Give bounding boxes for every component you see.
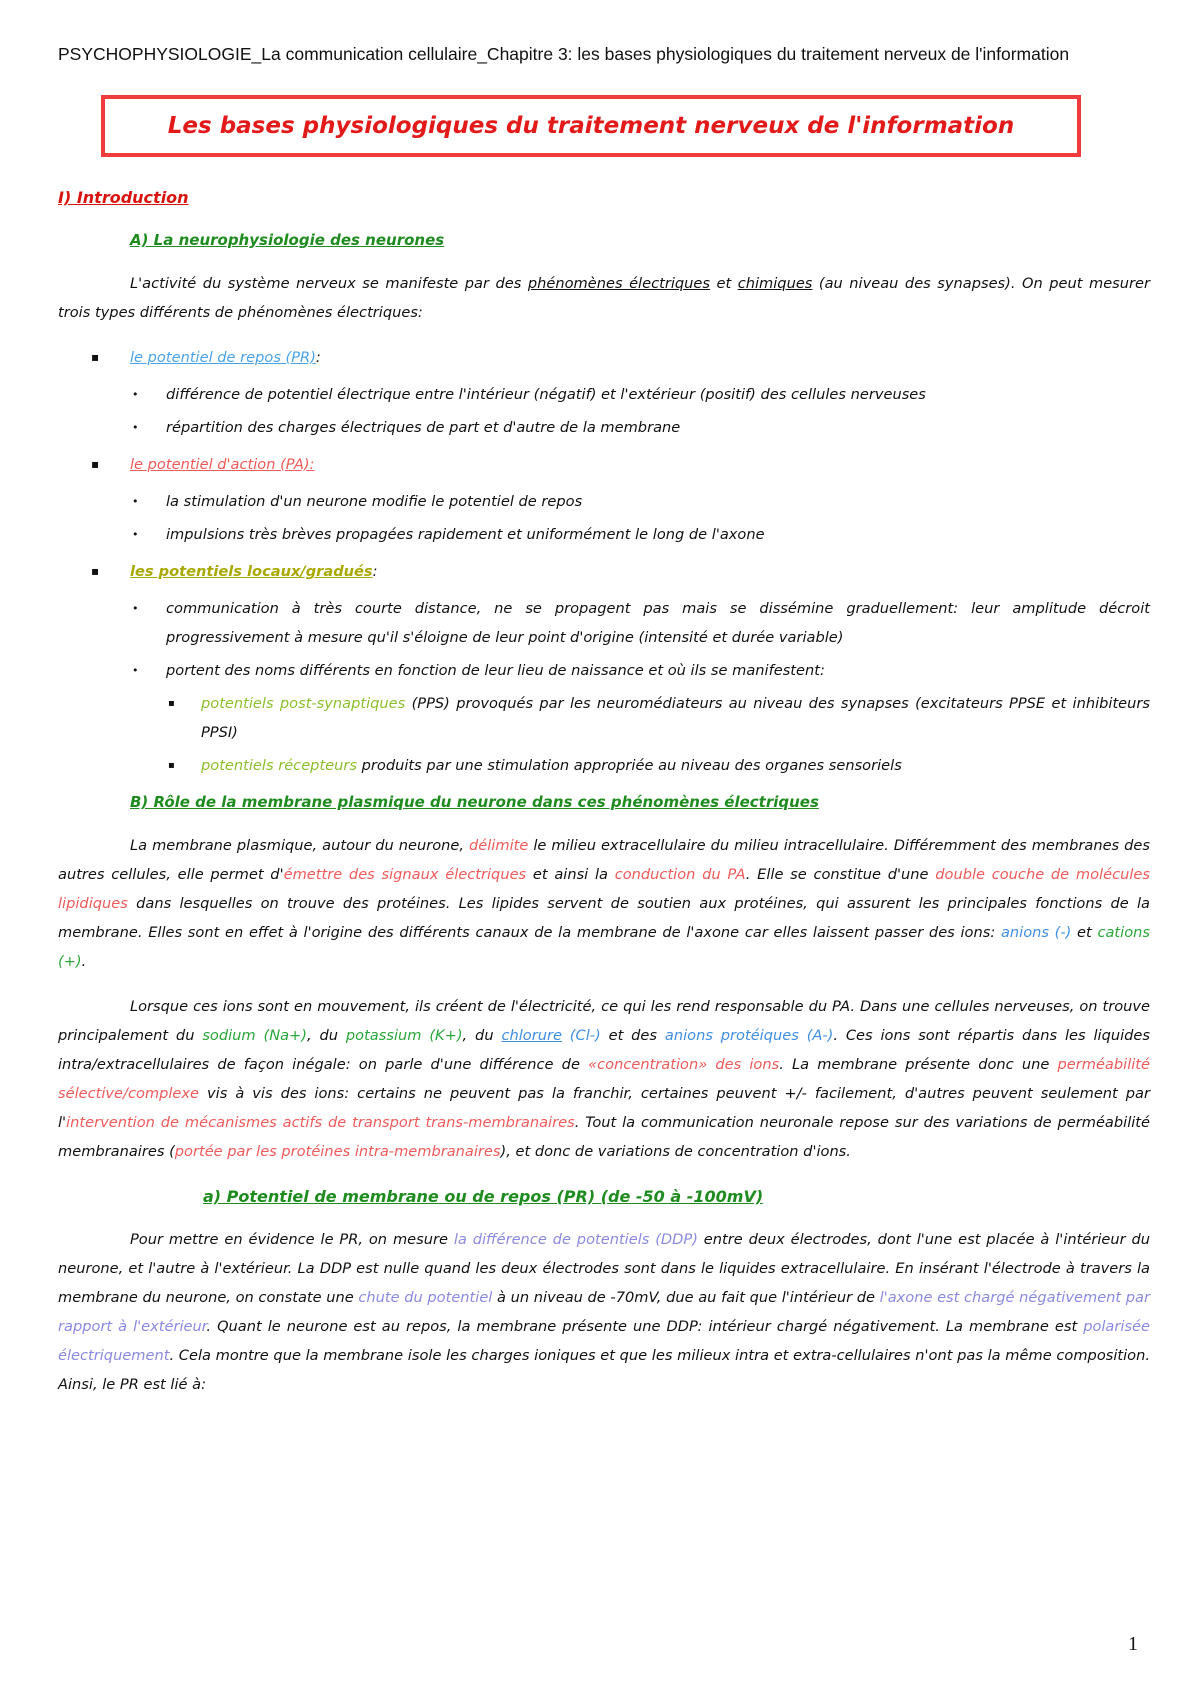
sub-list-item: ▪ potentiels récepteurs produits par une stimulation appropriée au niveau des organes sensoriels [58, 751, 1150, 780]
paragraph-potentiel-repos: Pour mettre en évidence le PR, on mesure la différence de potentiels (DDP) entre deux électrodes, dont l'une est placée à l'intérieur du neurone, et l'autre à l'extérieur. La DDP est nulle quand les deux électrodes sont dans le liquides extracellulaire. En insérant l'électrode à travers la membrane du neurone, on constate une chute du potentiel à un niveau de -70mV, due au fait que l'intérieur de l'axone est chargé négativement par rapport à l'extérieur. Quant le neurone est au repos, la membrane présente une DDP: intérieur chargé négativement. La membrane est polarisée électriquement. Cela montre que la membrane isole les charges ioniques et que les milieux intra et extra-cellulaires n'ont pas la même composition. Ainsi, le PR est lié à: [58, 1231, 1151, 1393]
list-potentiel-action [58, 450, 1150, 549]
page-number: 1 [1128, 1633, 1138, 1655]
list-item: • impulsions très brèves propagées rapidement et uniformément le long de l'axone [58, 520, 1150, 549]
paragraph-membrane-2: Lorsque ces ions sont en mouvement, ils créent de l'électricité, ce qui les rend responsable du PA. Dans une cellules nerveuses, on trouve principalement du sodium (Na+), du potassium (K+), du chlorure (Cl-) et des anions protéiques (A-). Ces ions sont répartis dans les liquides intra/extracellulaires de façon inégale: on parle d'une différence de «concentration» des ions. La membrane présente donc une perméabilité sélective/complexe vis à vis des ions: certains ne peuvent pas la franchir, certaines peuvent +/- facilement, d'autres peuvent seulement par l'intervention de mécanismes actifs de transport trans-membranaires. Tout la communication neuronale repose sur des variations de perméabilité membranaires (portée par les protéines intra-membranaires), et donc de variations de concentration d'ions. [58, 998, 1151, 1160]
paragraph-membrane-1: La membrane plasmique, autour du neurone, délimite le milieu extracellulaire du milieu intracellulaire. Différemment des membranes des autres cellules, elle permet d'émettre des signaux électriques et ainsi la conduction du PA. Elle se constitue d'une double couche de molécules lipidiques dans lesquelles on trouve des protéines. Les lipides servent de soutien aux protéines, qui assurent les principales fonctions de la membrane. Elles sont en effet à l'origine des différents canaux de la membrane de l'axone car elles laissent passer des ions: anions (-) et cations (+). [58, 837, 1150, 970]
paragraph-neurophysiologie: L'activité du système nerveux se manifeste par des phénomènes électriques et chimiques (au niveau des synapses). On peut mesurer trois types différents de phénomènes électriques: [58, 275, 1150, 321]
list-potentiel-repos [58, 343, 1150, 442]
subsection-heading-neurophysiologie: A) La neurophysiologie des neurones [130, 231, 445, 249]
title-box [101, 95, 1081, 157]
subsection-heading-membrane: B) Rôle de la membrane plasmique du neurone dans ces phénomènes électriques [130, 793, 819, 811]
list-potentiels-locaux [58, 557, 1150, 780]
list-item-pl-label: ▪ les potentiels locaux/gradués: [58, 557, 1150, 586]
document-body [58, 183, 1150, 1415]
list-item: • répartition des charges électriques de part et d'autre de la membrane [58, 413, 1150, 442]
subsection-heading-potentiel-repos: a) Potentiel de membrane ou de repos (PR) (de -50 à -100mV) [203, 1187, 764, 1206]
section-heading-introduction: I) Introduction [58, 188, 189, 207]
list-item-pa-label: ▪ le potentiel d'action (PA): [58, 450, 1150, 479]
sub-list-item: ▪ potentiels post-synaptiques (PPS) provoqués par les neuromédiateurs au niveau des synapses (excitateurs PPSE et inhibiteurs PPSI) [58, 689, 1150, 747]
list-item: • portent des noms différents en fonction de leur lieu de naissance et où ils se manifestent: [58, 656, 1150, 685]
list-item: • différence de potentiel électrique entre l'intérieur (négatif) et l'extérieur (positif) des cellules nerveuses [58, 380, 1150, 409]
list-item: • communication à très courte distance, ne se propagent pas mais se dissémine graduellement: leur amplitude décroit progressivement à mesure qu'il s'éloigne de leur point d'origine (intensité et durée variable) [58, 594, 1150, 652]
list-item: • la stimulation d'un neurone modifie le potentiel de repos [58, 487, 1150, 516]
running-header: PSYCHOPHYSIOLOGIE_La communication cellulaire_Chapitre 3: les bases physiologiques du traitement nerveux de l'information [58, 44, 1070, 64]
list-item-pr-label: ▪ le potentiel de repos (PR): [58, 343, 1150, 372]
document-title: Les bases physiologiques du traitement nerveux de l'information [167, 113, 1015, 139]
